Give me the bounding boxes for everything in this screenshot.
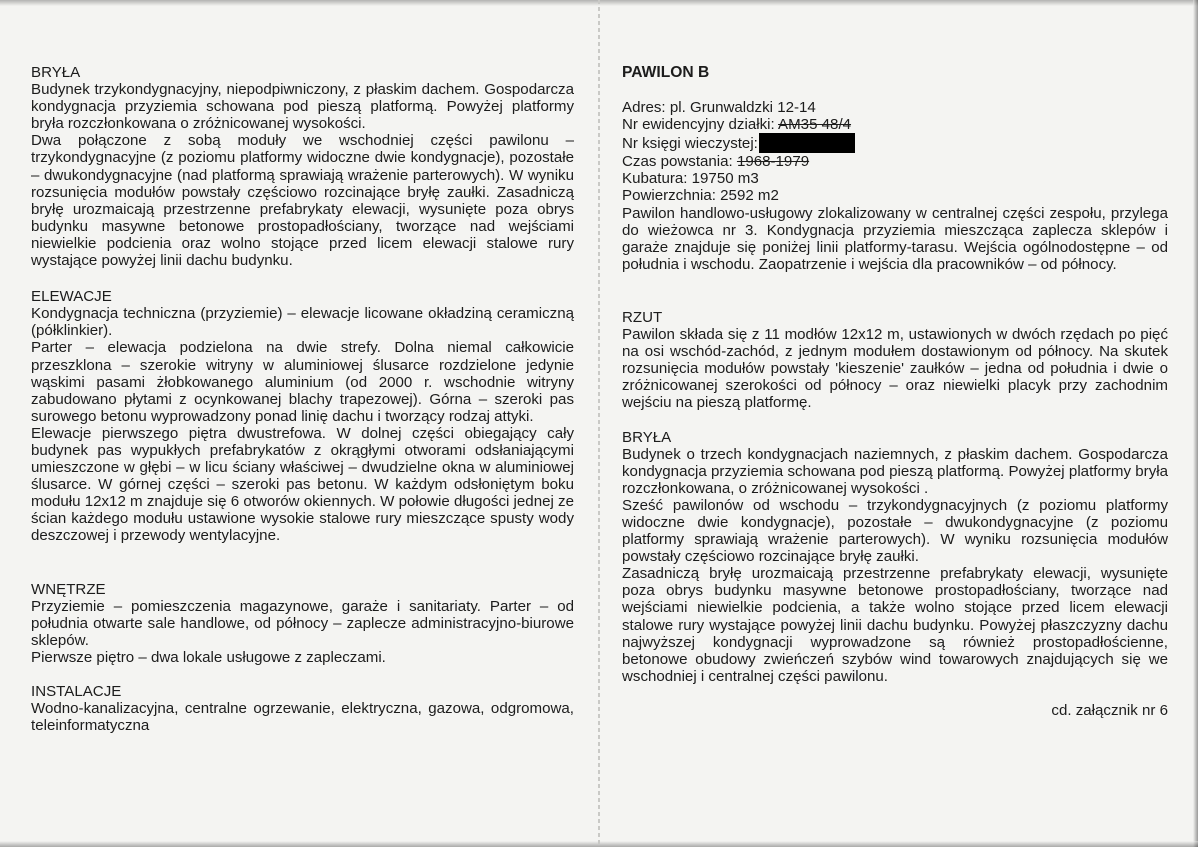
section-wnetrze: [31, 581, 574, 666]
right-page: [622, 64, 1168, 719]
paragraph: Kondygnacja techniczna (przyziemie) – elewacje licowane okładziną ceramiczną (półklinkier).: [31, 305, 574, 340]
paragraph: Wodno-kanalizacyjna, centralne ogrzewanie, elektryczna, gazowa, odgromowa, teleinformatyczna: [31, 700, 574, 735]
paragraph: Elewacje pierwszego piętra dwustrefowa. W dolnej części obiegający cały budynek pas wypukłych prefabrykatów z okrągłymi otworami odsłaniającymi umieszczone w głębi – w licu ściany właściwej – dwudzielne okna w aluminiowej ślusarce. W górnej części – szeroki pas betonu. W każdym odsłoniętym boku modułu 12x12 m znajduje się 6 otworów okiennych. W połowie długości jednej ze ścian każdego modułu ustawione wysokie stalowe rury mieszczące spusty wody deszczowej i przewody wentylacyjne.: [31, 424, 574, 545]
paragraph: Parter – elewacja podzielona na dwie strefy. Dolna niemal całkowicie przeszklona – szerokie witryny w aluminiowej ślusarce rozdzielone jedynie wąskimi pasami żłobkowanego aluminium (od 2000 r. wschodnie witryny zabudowano płytami z ocynkowanej blachy trapezowej). Górna – szeroki pas surowego betonu wyprowadzony ponad linię dachu i tworzący rodzaj attyki.: [31, 339, 574, 425]
period-label: Czas powstania:: [622, 153, 737, 171]
paragraph: Sześć pawilonów od wschodu – trzykondygnacyjnych (z poziomu platformy widoczne dwie kondygnacje), pozostałe – dwukondygnacyjne (z poziomu platformy sprawiają wrażenie parterowych). W wyniku rozsunięcia modułów powstały częściowo rozcinające bryłę zaułki.: [622, 496, 1168, 566]
page-fold-divider: [598, 0, 600, 847]
heading-bryla: BRYŁA: [622, 428, 672, 446]
area-line: Powierzchnia: 2592 m2: [622, 187, 779, 205]
paragraph: Pierwsze piętro – dwa lokale usługowe z zapleczami.: [31, 648, 386, 666]
heading-instalacje: INSTALACJE: [31, 683, 122, 700]
address-line: Adres: pl. Grunwaldzki 12-14: [622, 99, 816, 117]
section-bryla-right: [622, 429, 1168, 685]
paragraph: Przyziemie – pomieszczenia magazynowe, garaże i sanitariaty. Parter – od południa otwarte sale handlowe, od północy – zaplecze administracyjno-biurowe sklepów.: [31, 597, 574, 649]
land-register-line: [622, 133, 1168, 153]
paragraph: Zasadniczą bryłę urozmaicają przestrzenne prefabrykaty elewacji, wysunięte poza obrys budynku masywne betonowe prostopadłościany, tworzące nad wejściami niewielkie podcienia, a także wolno stojące przed licem elewacji stalowe rury wystające powyżej linii dachu budynku. Powyżej płaszczyzny dachu najwyższej kondygnacji wyprowadzone są również prostopadłościenne, betonowe obudowy zwieńczeń szybów wind towarowych znajdujących się we wschodniej i centralnej części pawilonu.: [622, 565, 1168, 685]
continuation-note: cd. załącznik nr 6: [1051, 701, 1168, 719]
heading-elewacje: ELEWACJE: [31, 288, 112, 306]
period-value: 1968-1979: [736, 153, 810, 171]
parcel-label: Nr ewidencyjny działki:: [622, 116, 779, 134]
parcel-value: AM35 48/4: [778, 116, 852, 134]
page-title: PAWILON B: [622, 64, 710, 81]
redaction-box: [759, 133, 855, 153]
volume-line: Kubatura: 19750 m3: [622, 170, 759, 188]
scan-edge-right: [1193, 0, 1198, 847]
heading-rzut: RZUT: [622, 308, 663, 326]
paragraph: Pawilon składa się z 11 modłów 12x12 m, ustawionych w dwóch rzędach po pięć na osi wschód-zachód, z jednym modułem dostawionym od północy. Na skutek rozsunięcia modułów powstały 'kieszenie' zaułków – jedna od południa i dwie o zróżnicowanej szerokości od północy – oraz niewielki placyk przy zachodnim wejściu na pieszą platformę.: [622, 326, 1168, 412]
paragraph: Budynek trzykondygnacyjny, niepodpiwniczony, z płaskim dachem. Gospodarcza kondygnacja przyziemia schowana pod pieszą platformą. Powyżej platformy bryła rozczłonkowana o zróżnicowanej wysokości.: [31, 81, 574, 133]
paragraph: Dwa połączone z sobą moduły we wschodniej części pawilonu – trzykondygnacyjne (z poziomu platformy widoczne dwie kondygnacje), pozostałe – dwukondygnacyjne (nad platformą sprawiają wrażenie parterowych). W wyniku rozsunięcia modułów powstały częściowo rozcinające bryłę zaułki. Zasadniczą bryłę urozmaicają przestrzenne prefabrykaty elewacji, wysunięte poza obrys budynku masywne betonowe prostopadłościany, tworzące nad wejściami niewielkie podcienia oraz wolno stojące przed licem elewacji stalowe rury wystające powyżej linii dachu budynku.: [31, 132, 574, 270]
section-rzut: [622, 309, 1168, 412]
parcel-line: [622, 116, 1168, 133]
section-instalacje: [31, 683, 574, 734]
heading-bryla: BRYŁA: [31, 64, 81, 81]
section-bryla-left: [31, 64, 574, 269]
section-elewacje: [31, 288, 574, 544]
heading-wnetrze: WNĘTRZE: [31, 580, 106, 598]
description-paragraph: Pawilon handlowo-usługowy zlokalizowany w centralnej części zespołu, przylega do wieżowca nr 3. Kondygnacja przyziemia mieszcząca zaplecza sklepów i garaże znajduje się poniżej linii platformy-tarasu. Wejścia ogólnodostępne – od południa i wschodu. Zaopatrzenie i wejścia dla pracowników – od północy.: [622, 204, 1168, 273]
paragraph: Budynek o trzech kondygnacjach naziemnych, z płaskim dachem. Gospodarcza kondygnacja przyziemia schowana pod pieszą platformą. Powyżej platformy bryła rozczłonkowana, o zróżnicowanej wysokości .: [622, 445, 1168, 497]
section-info: [622, 99, 1168, 273]
period-line: [622, 153, 1168, 170]
left-page: [31, 64, 574, 734]
land-register-label: Nr księgi wieczystej:: [622, 135, 758, 153]
